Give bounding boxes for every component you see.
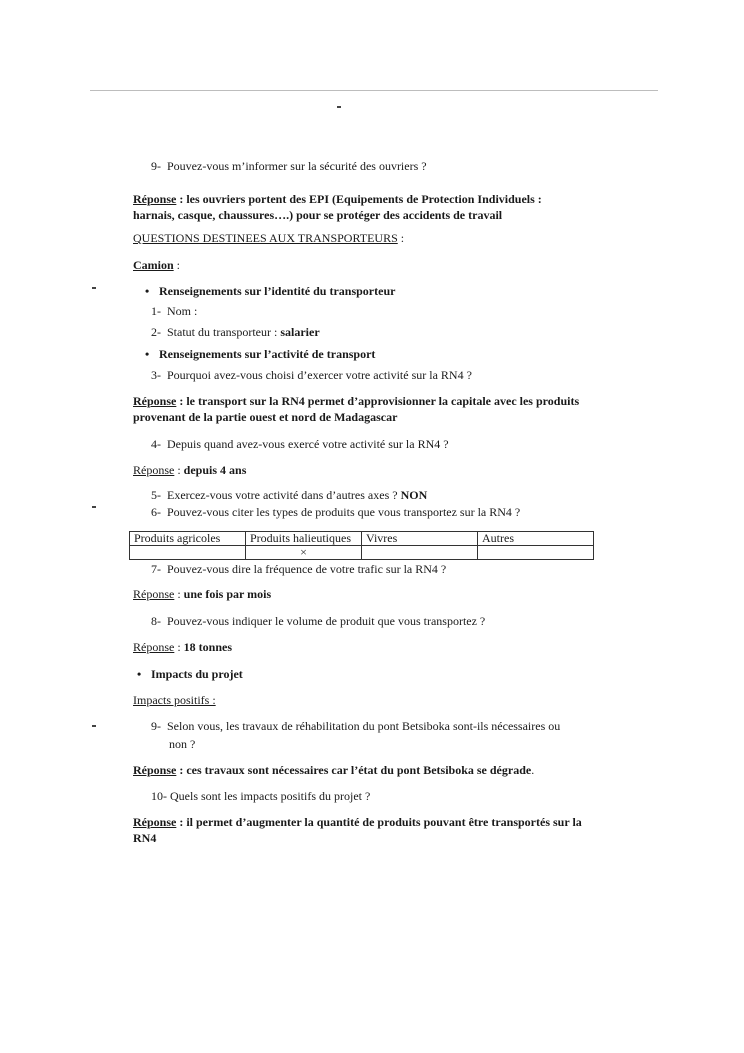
table-cell	[362, 546, 478, 560]
table-cell-checked: ×	[246, 546, 362, 560]
question-9b: 9- Selon vous, les travaux de réhabilitation du pont Betsiboka sont-ils nécessaires ou	[151, 719, 561, 733]
bullet-identity: • Renseignements sur l’identité du transporteur	[159, 284, 395, 298]
question-5: 5- Exercez-vous votre activité dans d’autres axes ? NON	[151, 488, 428, 502]
scan-speck	[337, 106, 341, 108]
question-2: 2- Statut du transporteur : salarier	[151, 325, 320, 339]
bullet-activity: • Renseignements sur l’activité de transport	[159, 347, 375, 361]
header-rule	[90, 90, 658, 91]
answer-9b: Réponse : ces travaux sont nécessaires car l’état du pont Betsiboka se dégrade.	[133, 763, 535, 777]
table-header-cell: Produits agricoles	[130, 532, 246, 546]
product-types-table	[129, 531, 594, 560]
question-6: 6- Pouvez-vous citer les types de produits que vous transportez sur la RN4 ?	[151, 505, 521, 519]
impacts-positifs-heading: Impacts positifs :	[133, 693, 216, 707]
question-4: 4- Depuis quand avez-vous exercé votre activité sur la RN4 ?	[151, 437, 449, 451]
table-row	[130, 546, 594, 560]
question-10: 10- Quels sont les impacts positifs du projet ?	[151, 789, 371, 803]
camion-heading: Camion :	[133, 258, 181, 272]
answer-7: Réponse : une fois par mois	[133, 587, 272, 601]
question-3: 3- Pourquoi avez-vous choisi d’exercer votre activité sur la RN4 ?	[151, 368, 472, 382]
table-header-cell: Autres	[478, 532, 594, 546]
answer-10-cont: RN4	[133, 831, 157, 845]
question-8: 8- Pouvez-vous indiquer le volume de produit que vous transportez ?	[151, 614, 486, 628]
answer-4: Réponse : depuis 4 ans	[133, 463, 247, 477]
table-cell	[130, 546, 246, 560]
question-9b-cont: non ?	[169, 737, 196, 751]
answer-8: Réponse : 18 tonnes	[133, 640, 233, 654]
scan-speck	[92, 287, 96, 289]
table-header-row	[130, 532, 594, 546]
section-title: QUESTIONS DESTINEES AUX TRANSPORTEURS :	[133, 231, 405, 245]
answer-3-cont: provenant de la partie ouest et nord de Madagascar	[133, 410, 398, 424]
bullet-impacts: • Impacts du projet	[151, 667, 243, 681]
answer-3: Réponse : le transport sur la RN4 permet d’approvisionner la capitale avec les produits	[133, 394, 580, 408]
question-7: 7- Pouvez-vous dire la fréquence de votre trafic sur la RN4 ?	[151, 562, 447, 576]
answer-10: Réponse : il permet d’augmenter la quantité de produits pouvant être transportés sur la	[133, 815, 582, 829]
answer-9: Réponse : les ouvriers portent des EPI (Equipements de Protection Individuels :	[133, 192, 542, 206]
table-header-cell: Produits halieutiques	[246, 532, 362, 546]
table-header-cell: Vivres	[362, 532, 478, 546]
question-1: 1- Nom :	[151, 304, 198, 318]
question-9: 9- Pouvez-vous m’informer sur la sécurité des ouvriers ?	[151, 159, 427, 173]
table-cell	[478, 546, 594, 560]
answer-9-cont: harnais, casque, chaussures….) pour se protéger des accidents de travail	[133, 208, 503, 222]
scan-speck	[92, 725, 96, 727]
scan-speck	[92, 506, 96, 508]
